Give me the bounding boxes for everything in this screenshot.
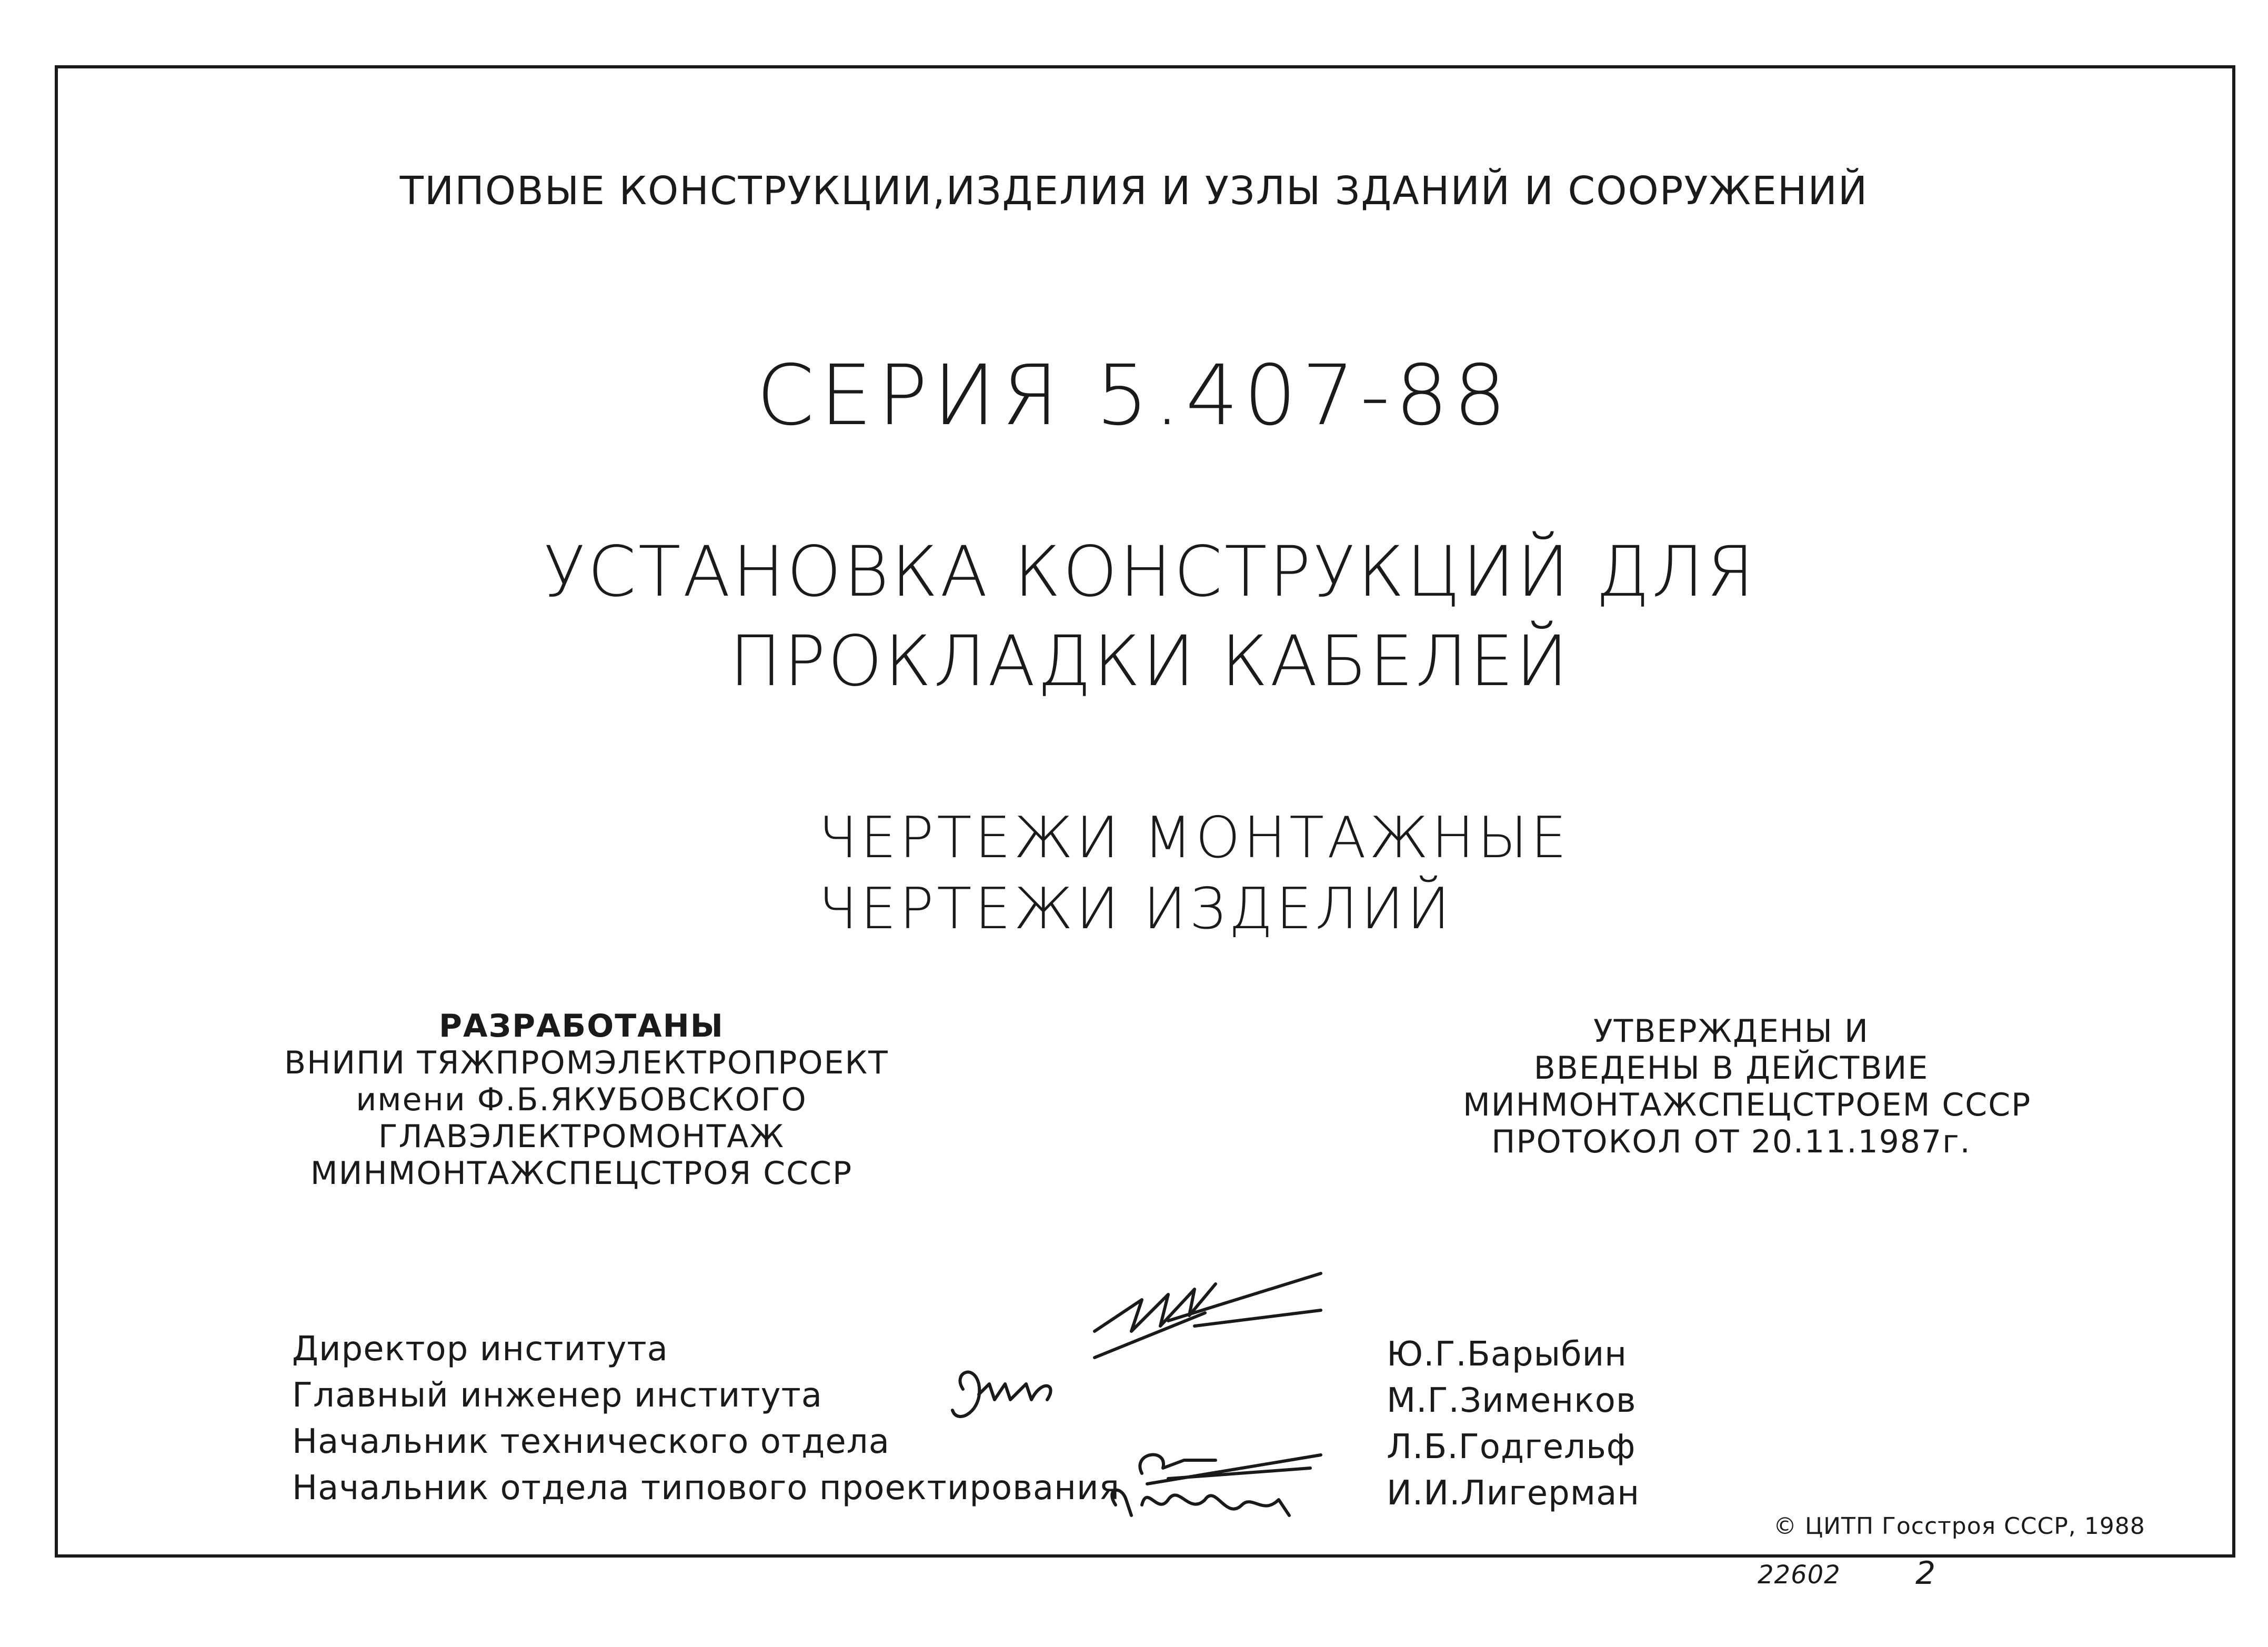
approved-line: ВВЕДЕНЫ В ДЕЙСТВИЕ <box>1533 1050 1929 1087</box>
approved-by-block <box>1463 1013 2032 1160</box>
document-title-line-1: УСТАНОВКА КОНСТРУКЦИЙ ДЛЯ <box>543 531 1757 612</box>
top-caption: ТИПОВЫЕ КОНСТРУКЦИИ,ИЗДЕЛИЯ И УЗЛЫ ЗДАНИЙ И СООРУЖЕНИЙ <box>399 168 1869 214</box>
handwritten-signatures <box>921 1252 1394 1526</box>
signature-typical-design-head <box>1112 1490 1289 1515</box>
developed-by-line: имени Ф.Б.ЯКУБОВСКОГО <box>356 1081 807 1118</box>
signature-director <box>1095 1273 1321 1331</box>
developed-by-block <box>284 1008 889 1192</box>
developed-by-line: ГЛАВЭЛЕКТРОМОНТАЖ <box>378 1118 785 1155</box>
copyright-note: © ЦИТП Госстроя СССР, 1988 <box>1773 1513 2145 1540</box>
approved-line: МИНМОНТАЖСПЕЦСТРОЕМ СССР <box>1463 1087 2032 1123</box>
signature-chief-engineer <box>952 1372 1051 1417</box>
signatory-position: Начальник отдела типового проектирования <box>292 1469 1120 1508</box>
developed-by-line: ВНИПИ ТЯЖПРОМЭЛЕКТРОПРОЕКТ <box>284 1045 889 1081</box>
signatory-position: Главный инженер института <box>292 1376 822 1415</box>
approved-line: УТВЕРЖДЕНЫ И <box>1593 1013 1869 1050</box>
signatory-names <box>1387 1331 1640 1517</box>
signatory-name: Ю.Г.Барыбин <box>1387 1335 1627 1374</box>
series-number: СЕРИЯ 5.407-88 <box>756 347 1512 444</box>
subtitle-line-2: ЧЕРТЕЖИ ИЗДЕЛИЙ <box>818 876 1453 942</box>
signatory-position: Начальник технического отдела <box>292 1422 890 1461</box>
developed-by-heading: РАЗРАБОТАНЫ <box>439 1008 724 1045</box>
signatory-name: М.Г.Зименков <box>1387 1381 1637 1420</box>
signatory-name: И.И.Лигерман <box>1387 1474 1640 1513</box>
document-title-line-2: ПРОКЛАДКИ КАБЕЛЕЙ <box>729 621 1570 702</box>
inventory-code: 22602 <box>1758 1560 1841 1590</box>
approved-line: ПРОТОКОЛ ОТ 20.11.1987г. <box>1491 1123 1971 1160</box>
developed-by-line: МИНМОНТАЖСПЕЦСТРОЯ СССР <box>310 1155 853 1192</box>
signatory-position: Директор института <box>292 1330 668 1369</box>
page-number: 2 <box>1915 1555 1936 1592</box>
signatory-name: Л.Б.Годгельф <box>1387 1428 1636 1467</box>
subtitle-line-1: ЧЕРТЕЖИ МОНТАЖНЫЕ <box>818 805 1570 871</box>
signature-tech-head <box>1140 1455 1321 1484</box>
